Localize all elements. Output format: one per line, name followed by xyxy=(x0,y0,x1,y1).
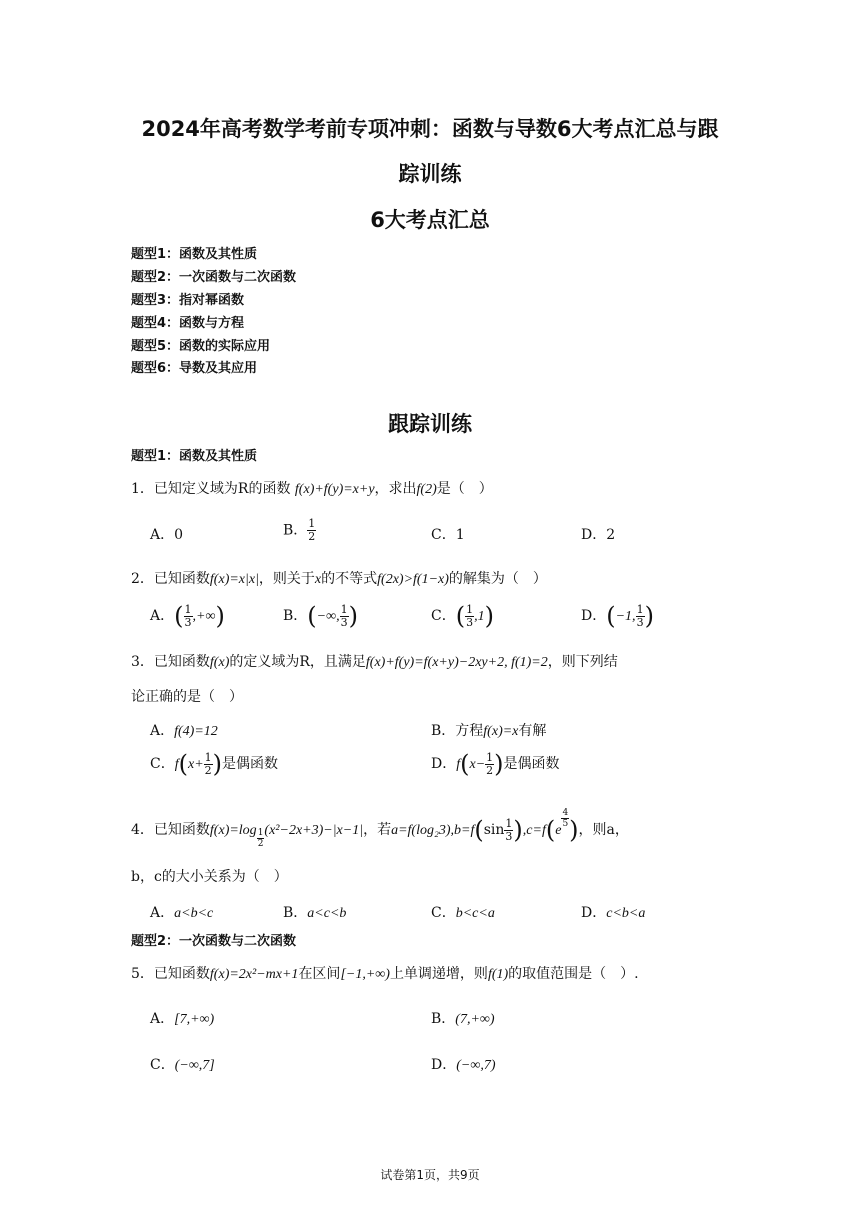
section-title-summary: 6大考点汇总 xyxy=(370,208,490,232)
q2-option-b[interactable]: B．(−∞, $\frac{1}{3}$ ) xyxy=(283,602,358,630)
q1-option-d[interactable]: D．2 xyxy=(581,527,616,543)
q4-option-d[interactable]: D．c<b<a xyxy=(581,905,646,921)
toc-item-5: 题型5：函数的实际应用 xyxy=(131,339,271,354)
question-4-line1: 4．已知函数f(x)=log $\frac{1}{2}$ (x²−2x+3)−|x−1|，若a=f(log₂3),b=f(sin $\frac{1}{3}$ ),c=f(e $\frac{4}{5}$ )，则a， xyxy=(131,808,629,849)
q1-option-a[interactable]: A．0 xyxy=(150,527,184,543)
q2-option-d[interactable]: D．(−1, $\frac{1}{3}$ ) xyxy=(581,602,654,630)
document-title-line1: 2024年高考数学考前专项冲刺：函数与导数6大考点汇总与跟 xyxy=(141,117,719,141)
q3-option-d[interactable]: D．f(x− $\frac{1}{2}$ )是偶函数 xyxy=(431,750,560,778)
type1-heading: 题型1：函数及其性质 xyxy=(131,449,258,464)
toc-item-6: 题型6：导数及其应用 xyxy=(131,361,258,376)
question-2: 2．已知函数f(x)=x|x|，则关于x的不等式f(2x)>f(1−x)的解集为（ ） xyxy=(131,571,547,587)
q1-option-b[interactable]: B． $\frac{1}{2}$ xyxy=(283,517,316,543)
q5-option-b[interactable]: B．(7,+∞) xyxy=(431,1011,495,1027)
q3-option-b[interactable]: B．方程f(x)=x有解 xyxy=(431,723,547,739)
section-title-practice: 跟踪训练 xyxy=(388,412,472,436)
q2-option-a[interactable]: A．( $\frac{1}{3}$ ,+∞) xyxy=(150,602,225,630)
q5-option-d[interactable]: D．(−∞,7) xyxy=(431,1057,496,1073)
q4-option-c[interactable]: C．b<c<a xyxy=(431,905,495,921)
q3-option-c[interactable]: C．f(x+ $\frac{1}{2}$ )是偶函数 xyxy=(150,750,279,778)
toc-item-3: 题型3：指对幂函数 xyxy=(131,293,245,308)
q5-option-c[interactable]: C．(−∞,7] xyxy=(150,1057,215,1073)
toc-item-4: 题型4：函数与方程 xyxy=(131,316,245,331)
q2-option-c[interactable]: C．( $\frac{1}{3}$ ,1) xyxy=(431,602,494,630)
question-4-line2: b，c的大小关系为（ ） xyxy=(131,869,288,885)
document-title-line2: 踪训练 xyxy=(398,162,462,186)
q5-option-a[interactable]: A．[7,+∞) xyxy=(150,1011,215,1027)
question-3-line2: 论正确的是（ ） xyxy=(131,689,243,705)
q3-option-a[interactable]: A．f(4)=12 xyxy=(150,723,218,739)
question-1: 1．已知定义域为R的函数 f(x)+f(y)=x+y，求出f(2)是（ ） xyxy=(131,481,493,497)
toc-item-2: 题型2：一次函数与二次函数 xyxy=(131,270,297,285)
q4-option-a[interactable]: A．a<b<c xyxy=(150,905,214,921)
type2-heading: 题型2：一次函数与二次函数 xyxy=(131,934,297,949)
q1-option-c[interactable]: C．1 xyxy=(431,527,465,543)
q4-option-b[interactable]: B．a<c<b xyxy=(283,905,347,921)
question-5: 5．已知函数f(x)=2x²−mx+1在区间[−1,+∞)上单调递增，则f(1)的取值范围是（ ）. xyxy=(131,966,639,982)
question-3-line1: 3．已知函数f(x)的定义域为R，且满足f(x)+f(y)=f(x+y)−2xy+2, f(1)=2，则下列结 xyxy=(131,654,618,670)
page-footer: 试卷第1页，共9页 xyxy=(380,1168,480,1182)
toc-item-1: 题型1：函数及其性质 xyxy=(131,247,258,262)
